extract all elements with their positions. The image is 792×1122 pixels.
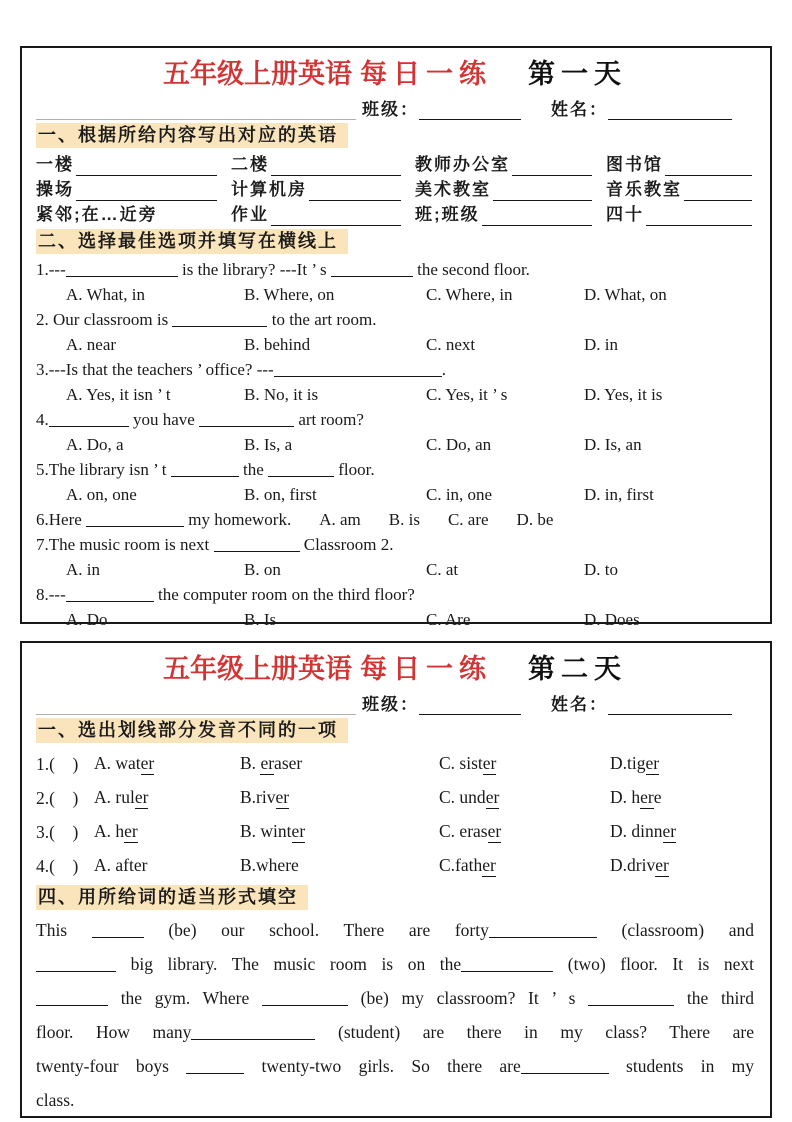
text-run: the gym. Where xyxy=(108,988,262,1008)
name-blank xyxy=(608,699,732,715)
answer-blank xyxy=(331,264,413,277)
option-item: C. are xyxy=(447,510,489,529)
section-heading: 四、用所给词的适当形式填空 xyxy=(36,885,308,910)
text-run: (be) our school. There are forty xyxy=(143,920,489,940)
options-row xyxy=(36,282,754,307)
answer-blank xyxy=(588,993,674,1006)
option-item: D. to xyxy=(584,560,618,579)
option-item: B. is xyxy=(388,510,420,529)
phonics-option xyxy=(240,753,439,774)
class-label: 班级： xyxy=(362,695,419,714)
text-run: to the art room. xyxy=(267,310,377,329)
text-run: twenty-two girls. So there are xyxy=(244,1056,521,1076)
underlined-letters: er xyxy=(275,786,290,807)
text-run: B.where xyxy=(240,854,299,875)
vocab-label: 四十 xyxy=(606,205,644,224)
options-row xyxy=(36,557,754,582)
phonics-option xyxy=(439,753,610,774)
vocab-label: 美术教室 xyxy=(415,180,491,199)
phonics-row xyxy=(36,814,754,848)
text-run: 2. Our classroom is xyxy=(36,310,173,329)
vocab-cell xyxy=(36,179,231,201)
vocab-cell xyxy=(415,204,606,226)
phonics-option xyxy=(94,855,240,876)
vocab-label: 班;班级 xyxy=(415,205,480,224)
multiple-choice-questions xyxy=(36,257,754,632)
worksheet-title: 五年级上册英语 xyxy=(163,59,352,89)
text-run: (student) are there in my class? There are xyxy=(315,1022,754,1042)
vocab-label: 图书馆 xyxy=(606,155,663,174)
text-run: you have xyxy=(128,410,200,429)
phonics-row xyxy=(36,848,754,882)
answer-blank xyxy=(271,212,401,226)
underlined-letters: er xyxy=(140,752,155,773)
day2-section1-heading xyxy=(36,718,754,744)
answer-blank xyxy=(76,187,217,201)
passage-line xyxy=(36,981,754,1015)
vocab-cell xyxy=(36,204,231,226)
text-run: the third xyxy=(674,988,754,1008)
text-run: B. xyxy=(240,752,261,773)
text-run: . xyxy=(441,360,446,379)
answer-blank xyxy=(36,993,108,1006)
option-item: D. in xyxy=(584,335,618,354)
option-item: A. near xyxy=(66,335,117,354)
phonics-option xyxy=(240,855,439,876)
text-run: floor. How many xyxy=(36,1022,192,1042)
vocab-row xyxy=(36,201,754,226)
vocab-label: 二楼 xyxy=(231,155,269,174)
option-item: A. Do, a xyxy=(66,435,124,454)
answer-blank xyxy=(199,414,294,427)
phonics-option xyxy=(439,787,610,808)
answer-blank xyxy=(171,464,239,477)
vocab-cell xyxy=(231,179,415,201)
class-blank xyxy=(419,699,521,715)
vocab-label: 作业 xyxy=(231,205,269,224)
answer-blank xyxy=(191,1027,315,1040)
answer-blank xyxy=(66,589,154,602)
phonics-option xyxy=(439,855,610,876)
section-heading: 二、选择最佳选项并填写在横线上 xyxy=(36,229,348,254)
underlined-letters: er xyxy=(485,786,500,807)
vocab-label: 计算机房 xyxy=(231,180,307,199)
vocab-label: 操场 xyxy=(36,180,74,199)
text-run: C. eras xyxy=(439,820,488,841)
phonics-option xyxy=(610,787,754,808)
vocab-label: 紧邻;在…近旁 xyxy=(36,205,158,224)
vocab-cell xyxy=(606,204,754,226)
vocab-cell xyxy=(415,179,606,201)
question-stem xyxy=(36,357,754,382)
text-run: C. und xyxy=(439,786,486,807)
answer-blank xyxy=(309,187,401,201)
text-run: 6.Here xyxy=(36,510,87,529)
answer-blank xyxy=(49,414,129,427)
text-run: my homework. xyxy=(184,510,292,529)
answer-blank xyxy=(214,539,300,552)
text-run: 3.---Is that the teachers ’ office? --- xyxy=(36,360,274,379)
option-item: B. on xyxy=(244,560,281,579)
text-run: 8.--- xyxy=(36,585,66,604)
phonics-option xyxy=(94,821,240,842)
option-item: A. Do xyxy=(66,610,108,629)
phonics-option xyxy=(610,855,754,876)
option-item: A. What, in xyxy=(66,285,146,304)
text-run: 5.The library isn ’ t xyxy=(36,460,171,479)
text-run: (be) my classroom? It ’ s xyxy=(347,988,589,1008)
day1-section2-heading xyxy=(36,229,754,255)
option-item: C. at xyxy=(426,560,459,579)
day-label: 第二天 xyxy=(528,654,627,684)
answer-blank xyxy=(76,162,217,176)
question-stem xyxy=(36,307,754,332)
phonics-option xyxy=(240,787,439,808)
passage-line xyxy=(36,1049,754,1083)
text-run: D.driv xyxy=(610,854,656,875)
text-run: twenty-four boys xyxy=(36,1056,187,1076)
name-label: 姓名： xyxy=(551,695,608,714)
answer-blank xyxy=(684,187,752,201)
day1-section1-heading xyxy=(36,123,754,149)
text-run: B.riv xyxy=(240,786,276,807)
option-item: B. No, it is xyxy=(244,385,319,404)
passage-line xyxy=(36,1015,754,1049)
text-run: the xyxy=(238,460,268,479)
day1-sheet xyxy=(20,46,772,629)
answer-blank xyxy=(482,212,592,226)
option-item: D. Yes, it is xyxy=(584,385,663,404)
text-run: C. sist xyxy=(439,752,483,773)
answer-blank xyxy=(493,187,592,201)
vocab-cell xyxy=(231,154,415,176)
text-run: the computer room on the third floor? xyxy=(153,585,415,604)
day2-class-name-row xyxy=(36,690,754,715)
vocabulary-grid xyxy=(36,151,754,226)
text-run: This xyxy=(36,920,92,940)
section-heading: 一、选出划线部分发音不同的一项 xyxy=(36,718,348,743)
text-run: D. h xyxy=(610,786,641,807)
phonics-row xyxy=(36,780,754,814)
vocab-label: 教师办公室 xyxy=(415,155,510,174)
answer-blank xyxy=(86,514,184,527)
class-label: 班级： xyxy=(362,100,419,119)
text-run: students in my xyxy=(608,1056,754,1076)
text-run: floor. xyxy=(334,460,375,479)
options-row xyxy=(36,607,754,632)
underlined-letters: er xyxy=(260,752,275,773)
option-item: A. Yes, it isn ’ t xyxy=(66,385,171,404)
answer-blank xyxy=(521,1061,609,1074)
text-run: big library. The music room is on the xyxy=(116,954,462,974)
option-item: A. am xyxy=(319,510,361,529)
phonics-questions xyxy=(36,746,754,882)
worksheet-subtitle: 每日一练 xyxy=(360,59,492,89)
underlined-letters: er xyxy=(134,786,149,807)
text-run: art room? xyxy=(294,410,364,429)
vocab-cell xyxy=(36,154,231,176)
answer-blank xyxy=(665,162,752,176)
vocab-cell xyxy=(606,179,754,201)
text-run: C.fath xyxy=(439,854,483,875)
text-run: e xyxy=(653,786,662,807)
answer-blank xyxy=(92,925,144,938)
vocab-label: 一楼 xyxy=(36,155,74,174)
answer-blank xyxy=(66,264,178,277)
text-run: class. xyxy=(36,1090,75,1110)
text-run: (two) floor. It is next xyxy=(553,954,755,974)
option-item: B. Is, a xyxy=(244,435,293,454)
answer-blank xyxy=(271,162,401,176)
text-run: A. h xyxy=(94,820,125,841)
section-heading: 一、根据所给内容写出对应的英语 xyxy=(36,123,348,148)
option-item: D. Does xyxy=(584,610,640,629)
text-run: the second floor. xyxy=(412,260,530,279)
option-item: D. in, first xyxy=(584,485,654,504)
underlined-letters: er xyxy=(640,786,654,807)
text-run: B. wint xyxy=(240,820,292,841)
passage-line xyxy=(36,1083,754,1117)
underlined-letters: er xyxy=(655,854,669,875)
underlined-letters: er xyxy=(645,752,660,773)
day2-title-row xyxy=(36,649,754,689)
phonics-option xyxy=(94,753,240,774)
option-item: A. in xyxy=(66,560,100,579)
question-stem xyxy=(36,457,754,482)
answer-blank xyxy=(274,364,442,377)
question-stem xyxy=(36,507,754,532)
class-blank xyxy=(419,104,521,120)
underlined-letters: er xyxy=(124,820,138,841)
text-run: 4. xyxy=(36,410,49,429)
text-run: (classroom) and xyxy=(596,920,754,940)
option-item: C. Yes, it ’ s xyxy=(426,385,508,404)
text-run: D.tig xyxy=(610,752,646,773)
underlined-letters: er xyxy=(291,820,306,841)
option-item: A. on, one xyxy=(66,485,137,504)
option-item: B. Is xyxy=(244,610,277,629)
option-item: C. Where, in xyxy=(426,285,513,304)
vocab-row xyxy=(36,151,754,176)
text-run: A. after xyxy=(94,854,148,875)
day1-class-name-row xyxy=(36,95,754,120)
answer-blank xyxy=(489,925,597,938)
passage-line xyxy=(36,913,754,947)
phonics-option xyxy=(439,821,610,842)
day-label: 第一天 xyxy=(528,59,627,89)
option-item: D. be xyxy=(516,510,554,529)
answer-blank xyxy=(262,993,348,1006)
vocab-cell xyxy=(415,154,606,176)
vocab-cell xyxy=(231,204,415,226)
option-item: C. Do, an xyxy=(426,435,492,454)
option-item: D. What, on xyxy=(584,285,667,304)
text-run: A. rul xyxy=(94,786,135,807)
vocab-label: 音乐教室 xyxy=(606,180,682,199)
fill-in-passage xyxy=(36,913,754,1117)
text-run: Classroom 2. xyxy=(299,535,394,554)
underlined-letters: er xyxy=(482,752,497,773)
options-row xyxy=(36,482,754,507)
text-run: aser xyxy=(274,752,303,773)
phonics-option xyxy=(240,821,439,842)
question-number: 3.( ) xyxy=(36,821,79,842)
question-stem xyxy=(36,582,754,607)
options-row xyxy=(36,382,754,407)
answer-blank xyxy=(512,162,592,176)
ruled-line xyxy=(36,699,356,715)
vocab-row xyxy=(36,176,754,201)
worksheet-subtitle: 每日一练 xyxy=(360,654,492,684)
question-number: 2.( ) xyxy=(36,787,79,808)
day2-section2-heading xyxy=(36,885,754,911)
options-row xyxy=(36,432,754,457)
question-stem xyxy=(36,532,754,557)
options-row xyxy=(36,332,754,357)
option-item: B. behind xyxy=(244,335,311,354)
underlined-letters: er xyxy=(487,820,502,841)
phonics-option xyxy=(610,753,754,774)
name-blank xyxy=(608,104,732,120)
question-number: 4.( ) xyxy=(36,855,79,876)
question-number: 1.( ) xyxy=(36,753,79,774)
phonics-option xyxy=(610,821,754,842)
text-run: D. dinn xyxy=(610,820,663,841)
answer-blank xyxy=(36,959,116,972)
option-item: B. on, first xyxy=(244,485,317,504)
text-run: 1.--- xyxy=(36,260,66,279)
option-item: B. Where, on xyxy=(244,285,335,304)
question-stem xyxy=(36,257,754,282)
day2-sheet xyxy=(20,641,772,1118)
answer-blank xyxy=(646,212,752,226)
day1-title-row xyxy=(36,54,754,94)
underlined-letters: er xyxy=(662,820,677,841)
text-run: A. wat xyxy=(94,752,141,773)
phonics-option xyxy=(94,787,240,808)
underlined-letters: er xyxy=(482,854,496,875)
vocab-cell xyxy=(606,154,754,176)
answer-blank xyxy=(186,1061,244,1074)
option-item: D. Is, an xyxy=(584,435,642,454)
phonics-row xyxy=(36,746,754,780)
name-label: 姓名： xyxy=(551,100,608,119)
option-item: C. in, one xyxy=(426,485,493,504)
text-run: is the library? ---It ’ s xyxy=(177,260,331,279)
answer-blank xyxy=(268,464,334,477)
worksheet-title: 五年级上册英语 xyxy=(163,654,352,684)
passage-line xyxy=(36,947,754,981)
option-item: C. next xyxy=(426,335,476,354)
answer-blank xyxy=(172,314,267,327)
ruled-line xyxy=(36,104,356,120)
answer-blank xyxy=(461,959,553,972)
question-stem xyxy=(36,407,754,432)
option-item: C. Are xyxy=(426,610,471,629)
text-run: 7.The music room is next xyxy=(36,535,214,554)
